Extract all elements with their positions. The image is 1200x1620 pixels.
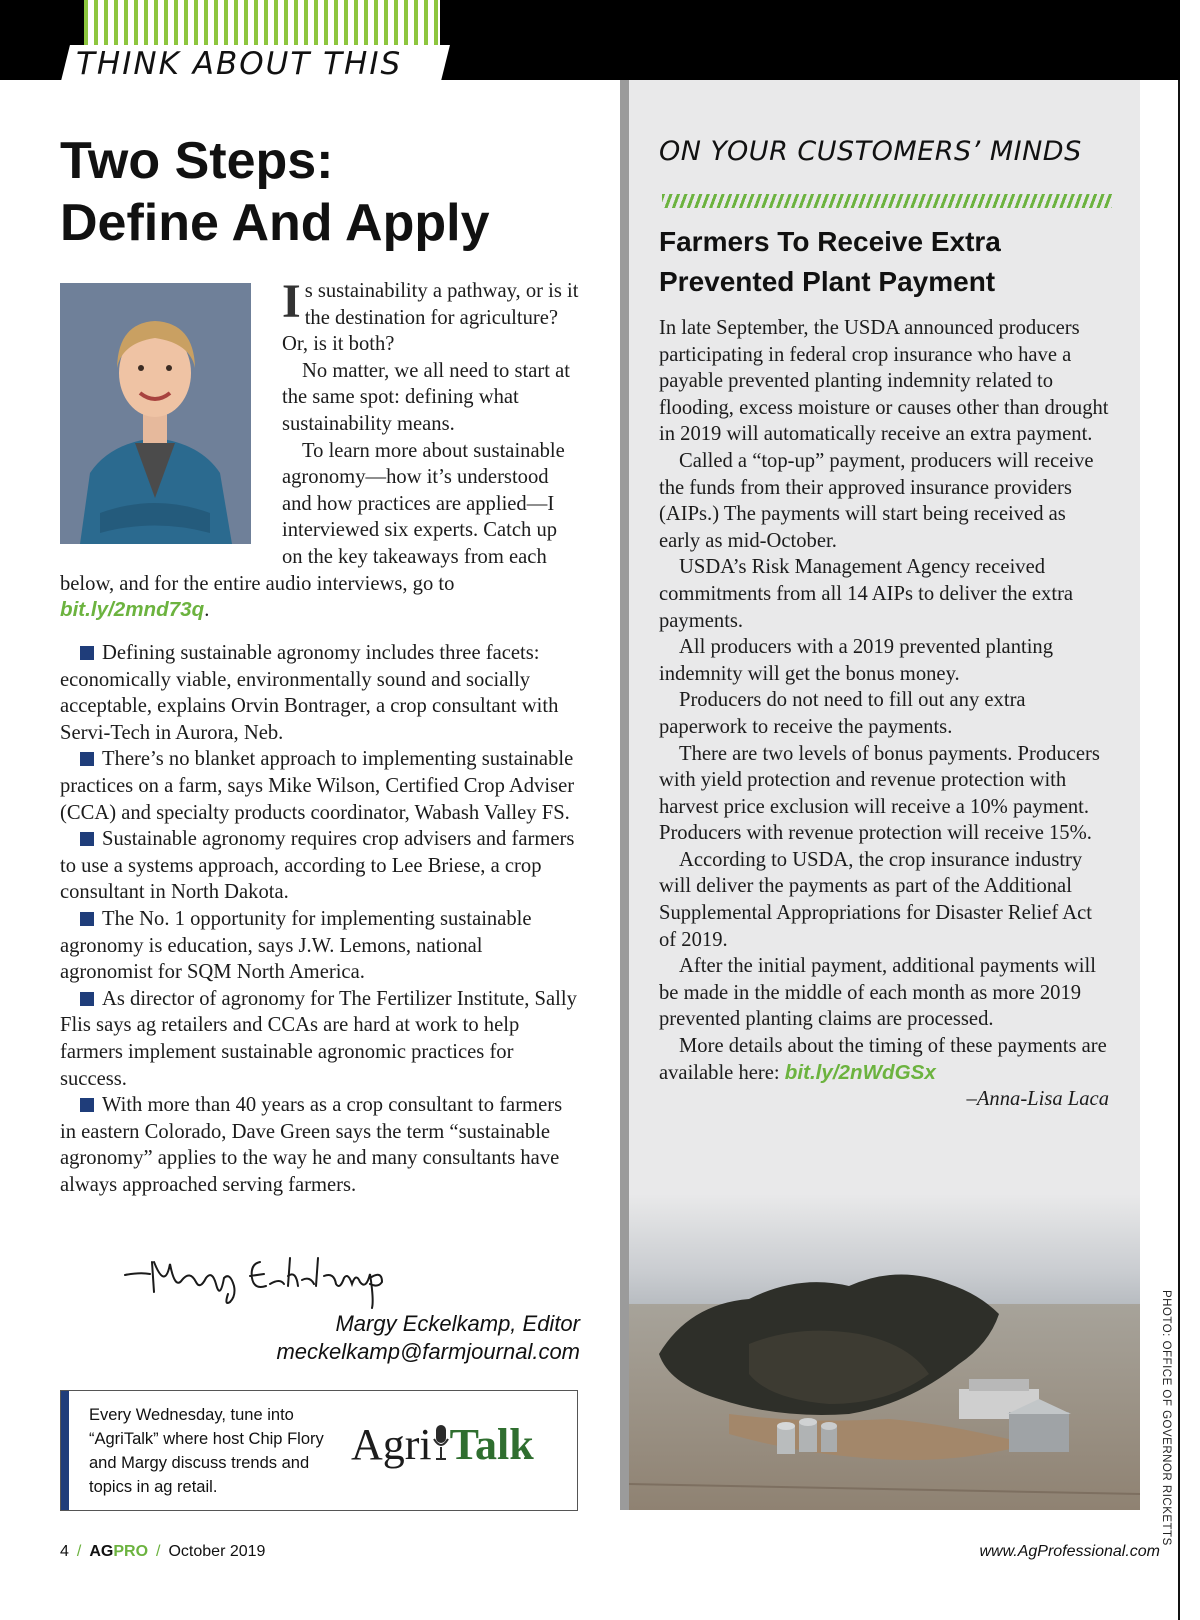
- magazine-name-pro: PRO: [113, 1543, 149, 1560]
- footer-divider: /: [156, 1543, 161, 1560]
- square-bullet-icon: [80, 992, 94, 1006]
- page-number: 4: [60, 1543, 69, 1560]
- sidebar-body: [659, 315, 1109, 1113]
- sidebar-paragraph: Called a “top-up” payment, producers will receive the funds from their approved insurance providers (AIPs.) The payments will start being received as early as mid-October.: [659, 449, 1094, 552]
- list-item-text: Defining sustainable agronomy includes three facets: economically viable, environmentally sound and socially acceptable, explains Orvin Bontrager, a crop consultant with Servi-Tech in Aurora, Neb.: [60, 642, 559, 744]
- list-item-text: The No. 1 opportunity for implementing sustainable agronomy is education, says J.W. Lemons, national agronomist for SQM North America.: [60, 907, 532, 984]
- photo-wrap-spacer: [60, 278, 282, 568]
- section-label: THINK ABOUT THIS: [76, 46, 403, 82]
- magazine-name-ag: AG: [89, 1543, 114, 1560]
- agritalk-promo-box: [60, 1390, 578, 1511]
- square-bullet-icon: [80, 1098, 94, 1112]
- photo-credit: PHOTO: OFFICE OF GOVERNOR RICKETTS: [1160, 1290, 1172, 1546]
- flood-photo: [629, 1194, 1140, 1510]
- agritalk-logo: [351, 1419, 534, 1470]
- article-title: [60, 130, 489, 254]
- footer-website[interactable]: www.AgProfessional.com: [979, 1543, 1160, 1560]
- microphone-icon: [433, 1423, 449, 1463]
- title-line-1: Two Steps:: [60, 132, 334, 190]
- sidebar-paragraph: Producers do not need to fill out any extra paperwork to receive the payments.: [659, 689, 1026, 738]
- list-item-text: As director of agronomy for The Fertilizer Institute, Sally Flis says ag retailers and CCAs are hard at work to help farmers implement sustainable agronomic practices for success.: [60, 987, 577, 1090]
- article-intro: [60, 275, 580, 624]
- square-bullet-icon: [80, 646, 94, 660]
- list-item: [60, 640, 580, 746]
- sidebar-paragraph: All producers with a 2019 prevented planting indemnity will get the bonus money.: [659, 636, 1054, 685]
- square-bullet-icon: [80, 912, 94, 926]
- square-bullet-icon: [80, 832, 94, 846]
- promo-text: Every Wednesday, tune into “AgriTalk” where host Chip Flory and Margy discuss trends and topics in ag retail.: [89, 1406, 324, 1496]
- list-item-text: With more than 40 years as a crop consultant to farmers in eastern Colorado, Dave Green says the term “sustainable agronomy” applies to the way he and many consultants have always approached serving farmers.: [60, 1094, 563, 1196]
- sidebar-heading: ON YOUR CUSTOMERS’ MINDS: [659, 136, 1082, 167]
- sidebar-paragraph: USDA’s Risk Management Agency received commitments from all 14 AIPs to deliver the extra payments.: [659, 556, 1074, 632]
- payment-details-link[interactable]: bit.ly/2nWdGSx: [784, 1060, 936, 1084]
- sidebar-paragraph: After the initial payment, additional payments will be made in the middle of each month as more 2019 prevented planting claims are processed.: [659, 955, 1096, 1031]
- green-hatch-decoration: [84, 0, 440, 45]
- audio-interviews-link[interactable]: bit.ly/2mnd73q: [60, 598, 205, 622]
- list-item: [60, 906, 580, 986]
- sidebar-title: Farmers To Receive Extra Prevented Plant Payment: [659, 226, 1001, 297]
- sidebar-last-text: More details about the timing of these payments are available here:: [659, 1035, 1107, 1084]
- sidebar-paragraph-last: [659, 1033, 1109, 1086]
- sidebar-green-hatch: [662, 194, 1112, 208]
- intro-paragraph-2: No matter, we all need to start at the same spot: defining what sustainability means.: [282, 359, 570, 435]
- editor-credit: [276, 1310, 580, 1366]
- list-item: [60, 1092, 580, 1198]
- takeaways-list: [60, 640, 580, 1198]
- footer-folio: [60, 1543, 265, 1561]
- square-bullet-icon: [80, 752, 94, 766]
- logo-talk: Talk: [449, 1420, 534, 1469]
- drop-cap: I: [282, 275, 301, 328]
- page-right-rule: [1178, 80, 1180, 1620]
- sidebar-paragraph: According to USDA, the crop insurance industry will deliver the payments as part of the Additional Supplemental Appropriations for Disaster Relief Act of 2019.: [659, 848, 1092, 951]
- list-item-text: Sustainable agronomy requires crop advisers and farmers to use a systems approach, according to Lee Briese, a crop consultant in North Dakota.: [60, 828, 575, 904]
- list-item-text: There’s no blanket approach to implementing sustainable practices on a farm, says Mike Wilson, Certified Crop Adviser (CCA) and specialty products coordinator, Wabash Valley FS.: [60, 748, 575, 824]
- sidebar-left-edge: [620, 80, 629, 1510]
- editor-name: Margy Eckelkamp, Editor: [335, 1311, 580, 1336]
- title-line-2: Define And Apply: [60, 194, 490, 252]
- list-item: [60, 986, 580, 1092]
- logo-agri: Agri: [351, 1420, 432, 1469]
- list-item: [60, 826, 580, 906]
- editor-email[interactable]: meckelkamp@farmjournal.com: [276, 1339, 580, 1364]
- intro-end: .: [204, 599, 210, 622]
- sidebar-paragraph: In late September, the USDA announced producers participating in federal crop insurance who have a payable prevented planting indemnity related to flooding, excess moisture or causes other than drought in 2019 will automatically receive an extra payment.: [659, 317, 1109, 446]
- issue-date: October 2019: [168, 1543, 266, 1560]
- sidebar-paragraph: There are two levels of bonus payments. Producers with yield protection and revenue protection with harvest price exclusion will receive a 10% payment. Producers with revenue protection will receive 15%.: [659, 742, 1100, 845]
- footer-divider: /: [76, 1543, 82, 1560]
- intro-text-3: To learn more about sustainable agronomy—how it’s understood and how practices are applied—I interviewed six experts. Catch up on the key takeaways from each below, and for the entire audio interviews, go to: [60, 439, 565, 595]
- list-item: [60, 746, 580, 826]
- promo-accent-bar: [61, 1391, 69, 1510]
- sidebar-byline: –Anna-Lisa Laca: [966, 1088, 1109, 1111]
- intro-text-1: s sustainability a pathway, or is it the destination for agriculture? Or, is it both?: [282, 280, 579, 356]
- editor-signature: [120, 1250, 480, 1315]
